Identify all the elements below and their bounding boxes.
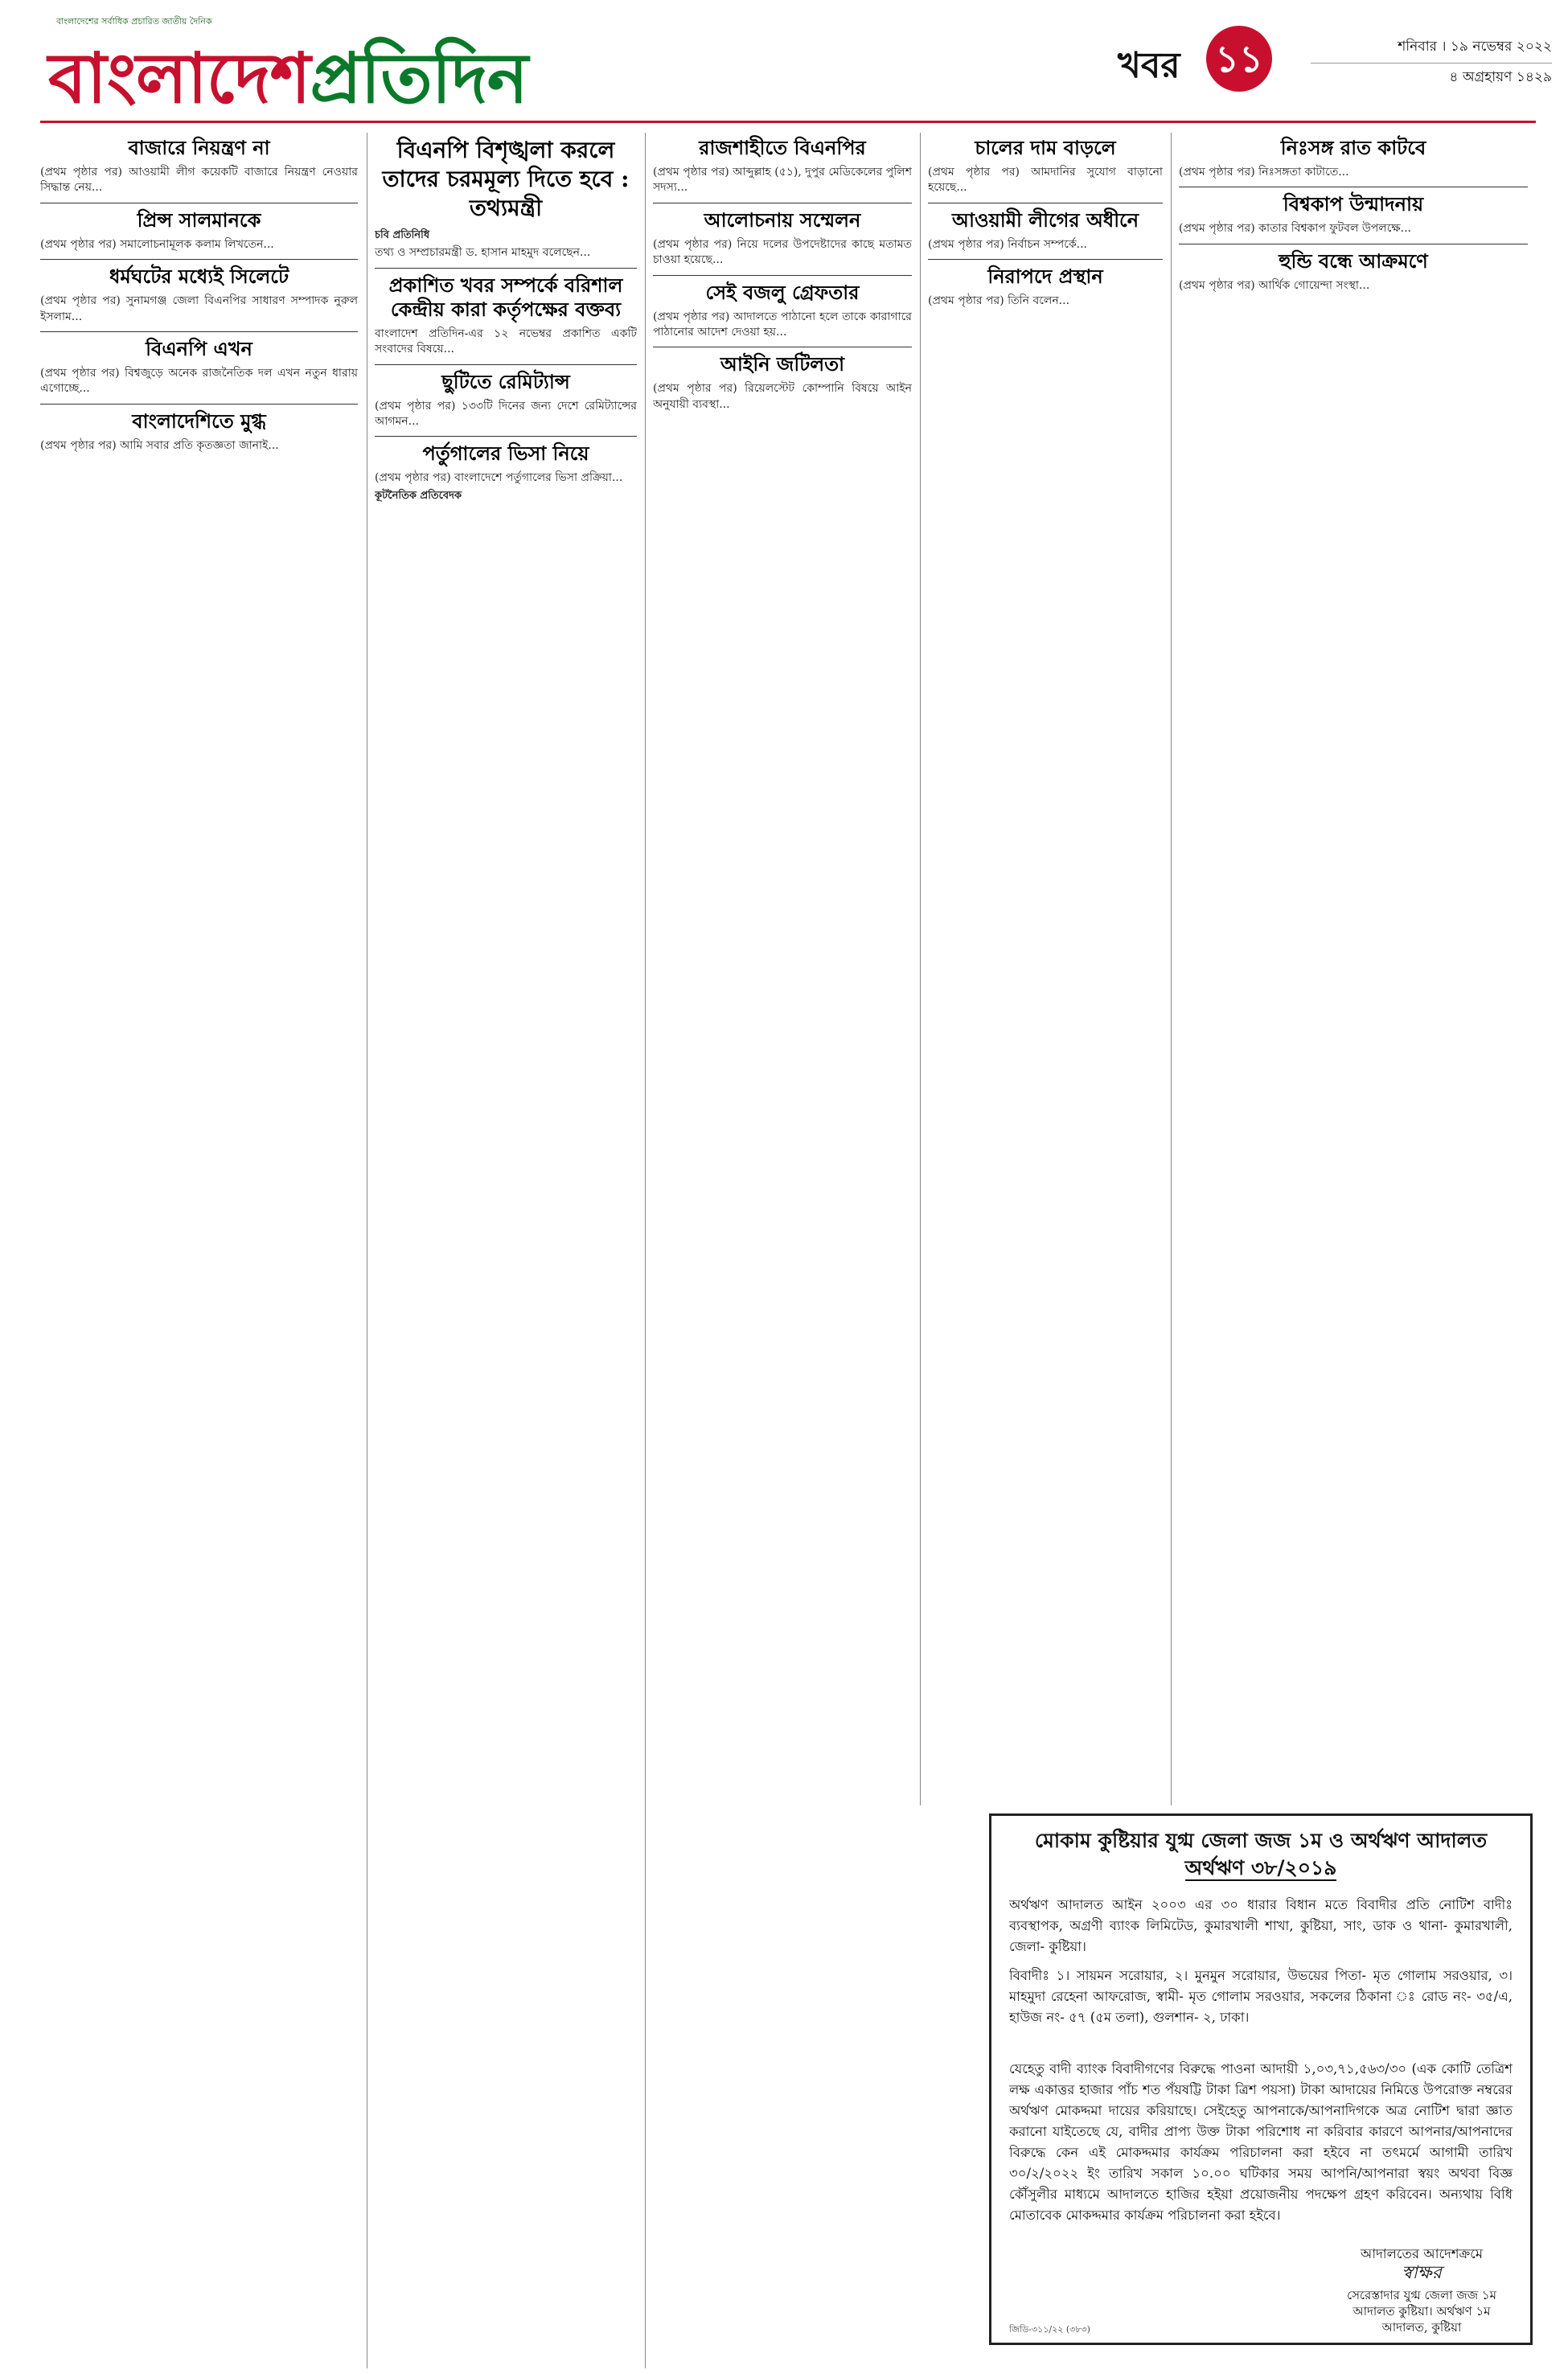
case-number-text: অর্থঋণ ৩৮/২০১৯: [1184, 1856, 1337, 1879]
article-body: (প্রথম পৃষ্ঠার পর) আমি সবার প্রতি কৃতজ্ঞতা জানাই...: [40, 438, 279, 452]
article-byline: কূটনৈতিক প্রতিবেদক: [375, 489, 462, 502]
article-headline[interactable]: চালের দাম বাড়লে: [975, 136, 1116, 159]
notice-order-line: আদালতের আদেশক্রমে: [1360, 2246, 1484, 2261]
article-separator: [375, 268, 637, 269]
article-headline[interactable]: নিঃসঙ্গ রাত কাটবে: [1280, 136, 1426, 159]
article-body: (প্রথম পৃষ্ঠার পর) ১৩৩টি দিনের জন্য দেশে রেমিট্যান্সের আগমন...: [375, 399, 637, 429]
article-body: (প্রথম পৃষ্ঠার পর) কাতার বিশ্বকাপ ফুটবল উপলক্ষে...: [1179, 222, 1412, 236]
article-body: (প্রথম পৃষ্ঠার পর) রিয়েলস্টেট কোম্পানি বিষয়ে আইন অনুযায়ী ব্যবস্থা...: [653, 382, 912, 411]
notice-clerk: সেরেস্তাদার যুগ্ম জেলা জজ ১ম আদালত কুষ্টিয়া। অর্থঋণ ১ম আদালত, কুষ্টিয়া: [1346, 2288, 1496, 2335]
article-headline[interactable]: আইনি জটিলতা: [720, 352, 845, 376]
article-separator: [928, 259, 1163, 260]
article-headline[interactable]: বাজারে নিয়ন্ত্রণ না: [128, 136, 270, 159]
article-body: (প্রথম পৃষ্ঠার পর) নিঃসঙ্গতা কাটাতে...: [1179, 166, 1349, 179]
article-body: (প্রথম পৃষ্ঠার পর) আমদানির সুযোগ বাড়ানো হয়েছে...: [928, 166, 1163, 195]
article-headline[interactable]: প্রিন্স সালমানকে: [137, 207, 261, 232]
article-headline[interactable]: ছুটিতে রেমিট্যান্স: [441, 369, 570, 393]
article-separator: [40, 404, 358, 405]
article-body: (প্রথম পৃষ্ঠার পর) নিয়ে দলের উপদেষ্টাদের কাছে মতামত চাওয়া হয়েছে...: [653, 237, 912, 267]
masthead-rule: [40, 121, 1536, 123]
article-headline[interactable]: রাজশাহীতে বিএনপির: [699, 136, 866, 159]
article-headline[interactable]: বিএনপি এখন: [146, 337, 252, 361]
article-headline[interactable]: সেই বজলু গ্রেফতার: [705, 280, 860, 304]
date-bengali: ৪ অগ্রহায়ণ ১৪২৯: [1311, 63, 1552, 89]
article-separator: [653, 275, 912, 276]
notice-defendants: বিবাদীঃ ১। সায়মন সরোয়ার, ২। মুনমুন সরোয়ার, উভয়ের পিতা- মৃত গোলাম সরওয়ার, ৩। মাহমুদা রেহেনা আফরোজ, স্বামী- মৃত গোলাম সরওয়ার, সকলের ঠিকানা ঃ রোড নং- ৩৫/এ, হাউজ নং- ৫৭ (৫ম তলা), গুলশান- ২, ঢাকা।: [1009, 1968, 1513, 2025]
article-headline[interactable]: আলোচনায় সম্মেলন: [704, 207, 861, 232]
logo-wordmark: [48, 26, 527, 141]
article-headline[interactable]: আওয়ামী লীগের অধীনে: [951, 207, 1139, 232]
date-gregorian: শনিবার । ১৯ নভেম্বর ২০২২: [1398, 39, 1552, 55]
article-body: (প্রথম পৃষ্ঠার পর) সুনামগঞ্জ জেলা বিএনপির সাধারণ সম্পাদক নুরুল ইসলাম...: [40, 294, 358, 323]
article-body: (প্রথম পৃষ্ঠার পর) আদালতে পাঠানো হলে তাকে কারাগারে পাঠানোর আদেশ দেওয়া হয়...: [653, 310, 912, 339]
article-separator: [375, 436, 637, 437]
article-separator: [375, 364, 637, 365]
article-body: (প্রথম পৃষ্ঠার পর) বাংলাদেশে পর্তুগালের ভিসা প্রক্রিয়া...: [375, 471, 623, 485]
article-body: বাংলাদেশ প্রতিদিন-এর ১২ নভেম্বর প্রকাশিত একটি সংবাদের বিষয়ে...: [375, 327, 637, 356]
column-divider: [1171, 133, 1172, 1805]
article-headline[interactable]: ধর্মঘটের মধ্যেই সিলেটে: [109, 265, 289, 289]
article-body: তথ্য ও সম্প্রচারমন্ত্রী ড. হাসান মাহমুদ বলেছেন...: [375, 246, 591, 260]
section-name: খবর: [1118, 45, 1180, 86]
column-2: [375, 133, 637, 2360]
article-body: (প্রথম পৃষ্ঠার পর) আর্থিক গোয়েন্দা সংস্থা...: [1179, 278, 1370, 292]
article-headline[interactable]: নিরাপদে প্রস্থান: [987, 265, 1103, 289]
notice-case-number: [991, 1858, 1530, 1879]
logo-name-part1: বাংলাদেশ: [48, 38, 310, 119]
notice-reference: জিডি-৩১১/২২ (৩৮৩): [1009, 2324, 1090, 2335]
section-header: [1110, 23, 1295, 95]
column-4: [928, 133, 1163, 1801]
article-body: (প্রথম পৃষ্ঠার পর) আওয়ামী লীগ কয়েকটি বাজারে নিয়ন্ত্রণ নেওয়ার সিদ্ধান্ত নেয়...: [40, 166, 358, 195]
notice-title: মোকাম কুষ্টিয়ার যুগ্ম জেলা জজ ১ম ও অর্থঋণ আদালত: [1034, 1829, 1488, 1852]
signature: স্বাক্ষর: [1402, 2263, 1442, 2283]
legal-notice-box: [989, 1813, 1533, 2345]
article-separator: [40, 259, 358, 260]
article-headline[interactable]: হুন্ডি বন্ধে আক্রমণে: [1279, 248, 1428, 273]
logo-tagline: বাংলাদেশের সর্বাধিক প্রচারিত জাতীয় দৈনিক: [56, 16, 212, 27]
masthead: [0, 0, 1568, 121]
article-headline[interactable]: পর্তুগালের ভিসা নিয়ে: [422, 442, 589, 466]
column-3: [653, 133, 912, 2360]
article-separator: [40, 331, 358, 332]
column-divider: [920, 133, 921, 1805]
logo-name-part2: প্রতিদিন: [310, 38, 527, 119]
newspaper-logo[interactable]: [48, 14, 675, 119]
article-body: (প্রথম পৃষ্ঠার পর) সমালোচনামূলক কলাম লিখতেন...: [40, 237, 274, 251]
article-headline[interactable]: বিশ্বকাপ উন্মাদনায়: [1283, 192, 1424, 216]
column-divider: [645, 133, 646, 2368]
article-headline[interactable]: বিএনপি বিশৃঙ্খলা করলে তাদের চরমমূল্য দিতে হবে : তথ্যমন্ত্রী: [382, 137, 630, 221]
notice-body: যেহেতু বাদী ব্যাংক বিবাদীগণের বিরুদ্ধে পাওনা আদায়ী ১,০৩,৭১,৫৬৩/৩০ (এক কোটি তেত্রিশ লক্ষ একাত্তর হাজার পাঁচ শত পঁয়ষট্টি টাকা ত্রিশ পয়সা) টাকা আদায়ের নিমিত্তে উপরোক্ত নম্বরের অর্থঋণ মোকদ্দমা দায়ের করিয়াছে। সেইহেতু আপনাকে/আপনাদিগকে অত্র নোটিশ দ্বারা জ্ঞাত করানো যাইতেছে যে, বাদীর প্রাপ্য উক্ত টাকা পরিশোধ না করিবার কারণে আপনার/আপনাদের বিরুদ্ধে কেন এই মোকদ্দমার কার্যক্রম পরিচালনা করা হইবে না তৎমর্মে আগামী তারিখ ৩০/২/২০২২ ইং তারিখ সকাল ১০.০০ ঘটিকার সময় আপনি/আপনারা স্বয়ং অথবা বিজ্ঞ কৌঁসুলীর মাধ্যমে আদালতে হাজির হইয়া প্রয়োজনীয় পদক্ষেপ গ্রহণ করিবেন। অন্যথায় বিধি মোতাবেক মোকদ্দমার কার্যক্রম পরিচালনা করা হইবে।: [1009, 2061, 1513, 2223]
article-headline[interactable]: বাংলাদেশিতে মুগ্ধ: [132, 409, 266, 433]
article-headline[interactable]: প্রকাশিত খবর সম্পর্কে বরিশাল কেন্দ্রীয় কারা কর্তৃপক্ষের বক্তব্য: [388, 273, 623, 321]
column-1: [40, 133, 358, 2360]
article-body: (প্রথম পৃষ্ঠার পর) তিনি বলেন...: [928, 294, 1070, 308]
notice-intro: অর্থঋণ আদালত আইন ২০০৩ এর ৩০ ধারার বিধান মতে বিবাদীর প্রতি নোটিশ বাদীঃ ব্যবস্থাপক, অগ্রণী ব্যাংক লিমিটেড, কুমারখালী শাখা, কুষ্টিয়া, সাং, ডাক ও থানা- কুমারখালী, জেলা- কুষ্টিয়া।: [1009, 1897, 1513, 1954]
column-5: [1179, 133, 1528, 1801]
article-body: (প্রথম পৃষ্ঠার পর) নির্বাচন সম্পর্কে...: [928, 237, 1087, 251]
page-number-badge: ১১: [1206, 26, 1272, 92]
article-byline: চবি প্রতিনিধি: [375, 229, 430, 241]
article-body: (প্রথম পৃষ্ঠার পর) আব্দুল্লাহ (৫১), দুপুর মেডিকেলের পুলিশ সদস্য...: [653, 166, 912, 195]
article-body: (প্রথম পৃষ্ঠার পর) বিশ্বজুড়ে অনেক রাজনৈতিক দল এখন নতুন ধারায় এগোচ্ছে...: [40, 367, 358, 396]
